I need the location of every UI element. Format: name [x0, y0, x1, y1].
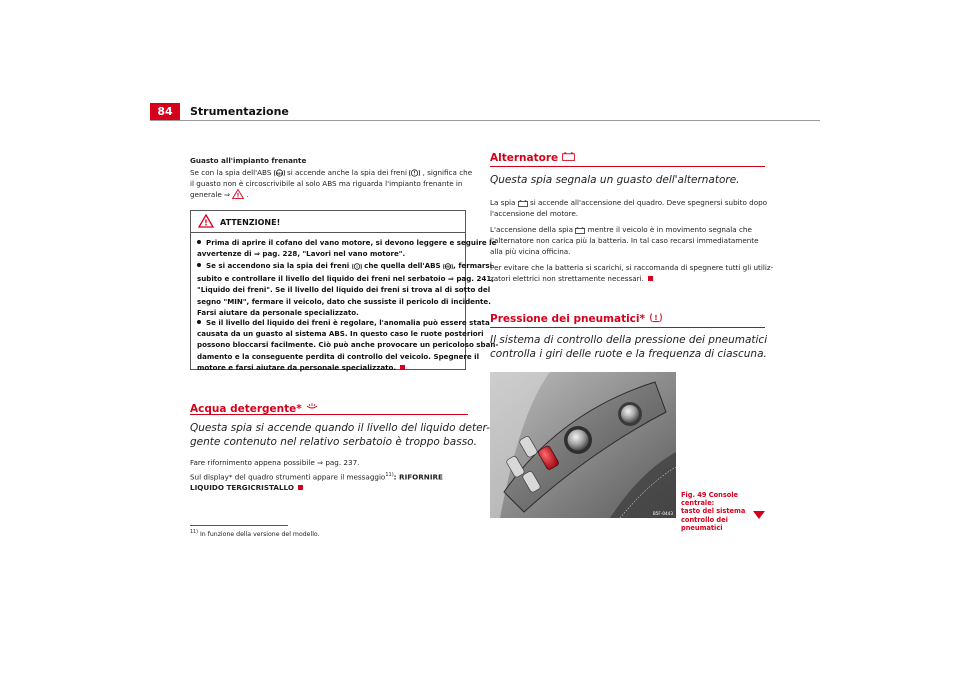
warning-rule — [190, 232, 466, 233]
tyres-section-title — [490, 312, 663, 326]
alternator-text: mentre il veicolo è in movimento segnala che — [587, 225, 752, 234]
warning-item-3 — [197, 317, 498, 373]
brake-text-period: . — [246, 190, 249, 199]
warning-line: subito e controllare il livello del liquido dei freni nel serbatoio ⇒ pag. 241, — [197, 274, 494, 284]
washer-line-3 — [190, 482, 468, 493]
figure-console-photo — [490, 372, 676, 518]
tyre-pressure-icon — [649, 312, 663, 326]
brake-text-c: , significa che — [422, 168, 473, 177]
figure-code: B5F-0443 — [652, 511, 673, 516]
brake-failure-title: Guasto all'impianto frenante — [190, 156, 307, 165]
warning-line: damento e la conseguente perdita di controllo del veicolo. Spegnere il — [197, 351, 480, 361]
tyres-lead-1: Il sistema di controllo della pressione dei pneumatici — [490, 334, 768, 346]
washer-line-2 — [190, 470, 468, 483]
washer-message-cont: LIQUIDO TERGICRISTALLO — [190, 483, 294, 492]
tyres-lead-2: controlla i giri delle ruote e la frequenza di ciascuna. — [490, 348, 767, 360]
brake-failure-line-2: il guasto non è circoscrivibile al solo ABS ma riguarda l'impianto frenante in — [190, 179, 463, 188]
warning-line: Se il livello del liquido dei freni è regolare, l'anomalia può essere stata — [206, 318, 490, 327]
svg-text:ABS: ABS — [275, 171, 283, 176]
warning-line: , fermarsi — [453, 261, 493, 270]
abs-icon — [443, 262, 453, 273]
footnote-text: In funzione della versione del modello. — [199, 531, 320, 539]
washer-text: Sul display* del quadro strumenti appare il messaggio — [190, 472, 386, 482]
alternator-p3-line-2 — [490, 273, 765, 284]
alternator-p2-line-3: alla più vicina officina. — [490, 247, 571, 256]
brake-text-a: Se con la spia dell'ABS — [190, 168, 272, 177]
alternator-p1-line-2: l'accensione del motore. — [490, 209, 579, 218]
svg-text:ABS: ABS — [445, 265, 452, 269]
warning-line: "Liquido dei freni". Se il livello del liquido dei freni si trova al di sotto del — [197, 285, 491, 295]
svg-text:!: ! — [236, 192, 240, 199]
alternator-section-rule — [490, 166, 765, 167]
footnote-rule — [190, 525, 288, 526]
footnote-mark: 11) — [190, 530, 198, 535]
svg-text:!: ! — [413, 171, 416, 177]
alternator-lead: Questa spia segnala un guasto dell'alternatore. — [490, 174, 740, 186]
end-mark — [298, 485, 303, 490]
warning-line: che quella dell'ABS — [364, 261, 441, 270]
alternator-section-title — [490, 152, 575, 164]
washer-line-1: Fare rifornimento appena possibile ⇒ pag. 237. — [190, 458, 360, 467]
continue-arrow-icon — [752, 505, 766, 524]
alternator-title-text: Alternatore — [490, 152, 559, 164]
alternator-text: La spia — [490, 198, 516, 207]
alternator-text: zatori elettrici non strettamente necessari. — [490, 274, 644, 283]
washer-message: : RIFORNIRE — [393, 472, 443, 482]
page-number: 84 — [150, 103, 180, 121]
svg-text:!: ! — [355, 263, 358, 269]
brake-icon — [352, 262, 362, 273]
end-mark — [648, 276, 653, 281]
brake-text-ref: generale ⇒ — [190, 190, 231, 199]
figure-caption-line: tasto del sistema — [681, 507, 746, 516]
warning-line: Se si accendono sia la spia dei freni — [206, 261, 350, 270]
brake-failure-line-3 — [190, 189, 468, 202]
warning-heading-text: ATTENZIONE! — [220, 217, 281, 227]
warning-line: possono bloccarsi facilmente. Ciò può anche provocare un pericoloso sban- — [197, 340, 499, 350]
end-mark — [400, 365, 405, 370]
washer-lead-2: gente contenuto nel relativo serbatoio è troppo basso. — [190, 436, 477, 448]
warning-line: segno "MIN", fermare il veicolo, dato che sussiste il pericolo di incidente. — [197, 296, 491, 306]
svg-text:!: ! — [204, 218, 208, 228]
warning-triangle-icon — [198, 213, 214, 232]
warning-line: causata da un guasto al sistema ABS. In questo caso le ruote posteriori — [197, 329, 484, 339]
footnote — [190, 530, 320, 538]
warning-line: motore e farsi aiutare da personale specializzato. — [197, 362, 397, 372]
tyres-section-rule — [490, 327, 765, 328]
alternator-text: si accende all'accensione del quadro. Deve spegnersi subito dopo — [530, 198, 768, 207]
warning-line: avvertenze di ⇒ pag. 228, "Lavori nel vano motore". — [197, 249, 406, 259]
brake-text-b: si accende anche la spia dei freni — [286, 168, 407, 177]
warning-item-2 — [197, 260, 494, 318]
figure-caption-line: controllo dei pneumatici — [681, 515, 728, 532]
washer-lead-1: Questa spia si accende quando il livello del liquido deter- — [190, 422, 491, 434]
bullet — [197, 320, 201, 324]
bullet — [197, 263, 201, 267]
svg-text:!: ! — [654, 314, 658, 323]
bullet — [197, 240, 201, 244]
battery-icon — [562, 152, 575, 164]
warning-triangle-icon — [232, 189, 244, 202]
section-title: Strumentazione — [190, 105, 289, 118]
washer-section-rule — [190, 414, 468, 415]
warning-line: Farsi aiutare da personale specializzato. — [197, 307, 359, 317]
header-rule — [150, 120, 820, 121]
figure-caption-line: Fig. 49 Console centrale: — [681, 491, 739, 508]
warning-item-1 — [197, 237, 496, 259]
washer-title-text: Acqua detergente* — [190, 402, 302, 415]
footnote-ref: 11) — [385, 472, 394, 478]
alternator-text: L'accensione della spia — [490, 225, 574, 234]
warning-heading — [198, 213, 280, 231]
tyres-title-text: Pressione dei pneumatici* — [490, 313, 645, 325]
alternator-p2-line-2: l'alternatore non carica più la batteria. In tal caso recarsi immediatamente — [490, 236, 759, 245]
warning-line: Prima di aprire il cofano del vano motore, si devono leggere e seguire le — [206, 238, 497, 247]
alternator-p3-line-1: Per evitare che la batteria si scarichi, si raccomanda di spegnere tutti gli utiliz- — [490, 263, 774, 272]
